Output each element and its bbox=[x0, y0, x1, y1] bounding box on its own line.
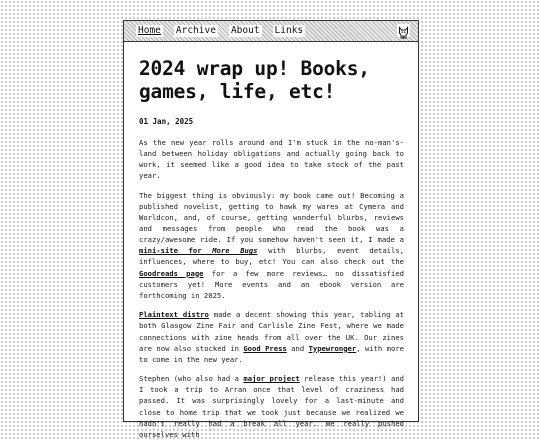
link-text-italic: More Bugs bbox=[212, 246, 258, 256]
typewronger-link[interactable]: Typewronger bbox=[308, 343, 357, 353]
link-text: mini-site for bbox=[139, 246, 213, 256]
nav-home[interactable]: Home bbox=[138, 25, 161, 36]
text: and bbox=[286, 343, 309, 353]
paragraph-book bbox=[139, 190, 404, 301]
more-bugs-link[interactable] bbox=[139, 246, 258, 255]
text: with blurbs, event details, influences, where to buy, etc! You can also check out the bbox=[139, 246, 404, 267]
blog-page bbox=[123, 20, 419, 439]
text: Stephen (who also had a bbox=[139, 374, 244, 384]
text: The biggest thing is obviously: my book came out! Becoming a published novelist, getting to hawk my wares at Cymera and Worldcon, and, of course, getting wonderful blurbs, reviews and messages from people who read the book was a crazy/awesome ride. If you somehow haven't seen it, I made a bbox=[139, 190, 404, 245]
nav-links[interactable]: Links bbox=[274, 25, 304, 36]
text: , with more to come in the new year. bbox=[139, 343, 404, 364]
paragraph-intro: As the new year rolls around and I'm stuck in the no-man's-land between holiday obligations and actually going back to work, it seemed like a good idea to take stock of the past year. bbox=[139, 138, 404, 181]
text: made a decent showing this year, tabling at both Glasgow Zine Fair and Carlisle Zine Fest, where we made connections with zine heads from all over the UK. Our zines are now also stocked in bbox=[139, 310, 404, 353]
plaintext-distro-link[interactable]: Plaintext distro bbox=[139, 310, 209, 320]
text: for a few more reviews… no dissatisfied customers yet! More events and an ebook version are forthcoming in 2025. bbox=[139, 268, 404, 300]
paragraph-distro bbox=[139, 309, 404, 364]
nav-archive[interactable]: Archive bbox=[175, 25, 216, 36]
major-project-link[interactable]: major project bbox=[243, 374, 300, 384]
nav-about[interactable]: About bbox=[230, 25, 260, 36]
text: release this year!) and I took a trip to Arran once that level of craziness had passed. It was surprisingly lovely for a last-minute and close to home trip that we took just because we realized we hadn't really had a break all year. We really pushed ourselves with bbox=[139, 374, 404, 439]
goodreads-link[interactable]: Goodreads page bbox=[139, 268, 204, 278]
cat-icon[interactable] bbox=[397, 24, 410, 37]
good-press-link[interactable]: Good Press bbox=[243, 343, 287, 353]
paragraph-arran bbox=[139, 373, 404, 440]
post-date: 01 Jan, 2025 bbox=[139, 117, 194, 126]
post-content bbox=[124, 57, 418, 440]
top-nav bbox=[124, 21, 418, 42]
post-title: 2024 wrap up! Books, games, life, etc! bbox=[139, 57, 370, 103]
